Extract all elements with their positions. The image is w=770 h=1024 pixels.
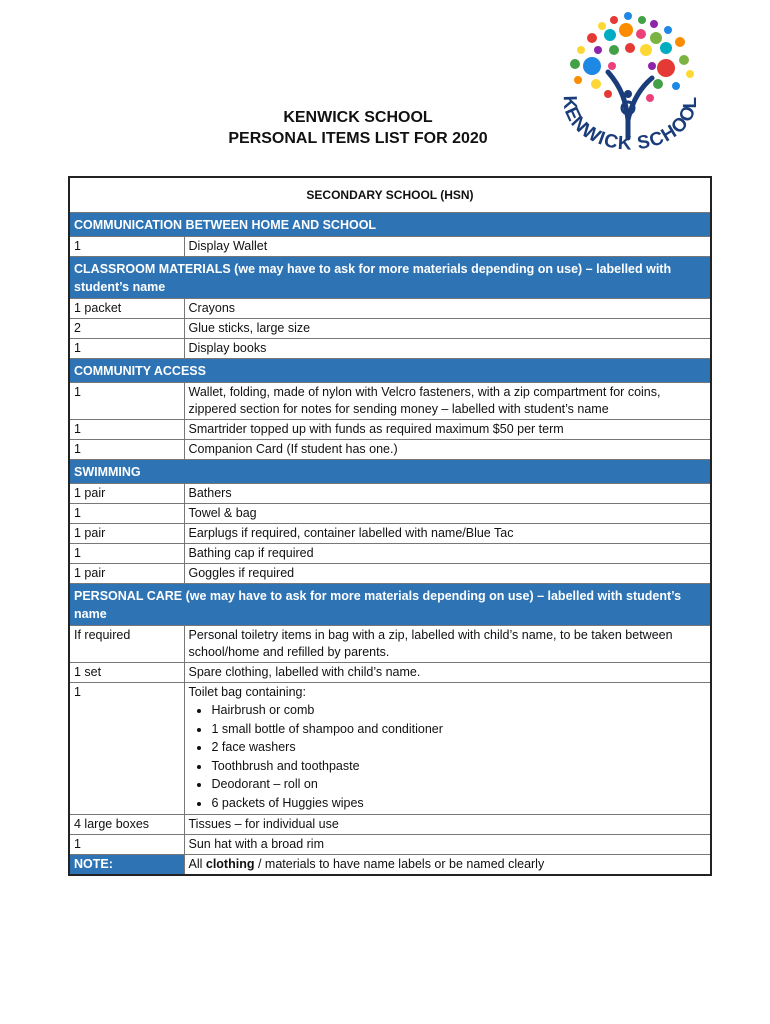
logo-dots <box>570 12 694 102</box>
kenwick-school-logo <box>548 8 708 160</box>
table-row <box>69 544 711 564</box>
section-heading: COMMUNICATION BETWEEN HOME AND SCHOOL <box>69 213 711 237</box>
quantity-cell: 1 <box>69 339 184 359</box>
bullet-item: • Toothbrush and toothpaste <box>211 757 707 776</box>
item-cell: Display books <box>184 339 711 359</box>
item-cell: Glue sticks, large size <box>184 319 711 339</box>
bullet-list <box>189 701 707 813</box>
quantity-cell: 1 pair <box>69 524 184 544</box>
item-cell: Bathers <box>184 484 711 504</box>
quantity-cell: 1 <box>69 683 184 815</box>
item-cell: Spare clothing, labelled with child’s name. <box>184 663 711 683</box>
section-heading-row <box>69 213 711 237</box>
logo-text: KENWICK SCHOOL <box>558 95 702 155</box>
quantity-cell: 1 <box>69 834 184 854</box>
item-cell: Goggles if required <box>184 564 711 584</box>
item-cell: Bathing cap if required <box>184 544 711 564</box>
bullet-item: • 6 packets of Huggies wipes <box>211 794 707 813</box>
table-row <box>69 299 711 319</box>
table-row <box>69 237 711 257</box>
note-text-after: / materials to have name labels or be named clearly <box>254 856 545 871</box>
document-title <box>150 107 566 149</box>
section-heading-row <box>69 584 711 626</box>
note-row <box>69 854 711 875</box>
section-heading-row <box>69 257 711 299</box>
title-line-1: KENWICK SCHOOL <box>283 109 433 126</box>
section-heading-row <box>69 359 711 383</box>
item-cell: Companion Card (If student has one.) <box>184 440 711 460</box>
note-label: NOTE: <box>69 854 184 875</box>
table-row <box>69 663 711 683</box>
quantity-cell: 1 pair <box>69 564 184 584</box>
quantity-cell: If required <box>69 626 184 663</box>
table-row <box>69 339 711 359</box>
section-heading: PERSONAL CARE (we may have to ask for more materials depending on use) – labelled with student’s name <box>69 584 711 626</box>
table-row <box>69 319 711 339</box>
table-row <box>69 814 711 834</box>
table-row <box>69 440 711 460</box>
note-text <box>184 854 711 875</box>
quantity-cell: 1 packet <box>69 299 184 319</box>
quantity-cell: 1 <box>69 420 184 440</box>
item-cell: Tissues – for individual use <box>184 814 711 834</box>
section-heading: COMMUNITY ACCESS <box>69 359 711 383</box>
section-heading: SWIMMING <box>69 460 711 484</box>
table-row <box>69 564 711 584</box>
item-cell: Earplugs if required, container labelled with name/Blue Tac <box>184 524 711 544</box>
item-cell: Towel & bag <box>184 504 711 524</box>
section-heading: CLASSROOM MATERIALS (we may have to ask for more materials depending on use) – labelled with student’s name <box>69 257 711 299</box>
quantity-cell: 2 <box>69 319 184 339</box>
item-cell: Wallet, folding, made of nylon with Velcro fasteners, with a zip compartment for coins, zippered section for notes for sending money – labelled with student’s name <box>184 383 711 420</box>
table-row <box>69 420 711 440</box>
table-row <box>69 484 711 504</box>
note-text-before: All <box>188 856 206 871</box>
item-cell: Smartrider topped up with funds as required maximum $50 per term <box>184 420 711 440</box>
title-line-2: PERSONAL ITEMS LIST FOR 2020 <box>228 130 488 147</box>
table-row <box>69 383 711 420</box>
logo-figure <box>608 72 652 138</box>
item-cell: Personal toiletry items in bag with a zip, labelled with child’s name, to be taken between school/home and refilled by parents. <box>184 626 711 663</box>
note-text-bold: clothing <box>205 856 255 871</box>
section-heading-row <box>69 460 711 484</box>
bullet-item: • Hairbrush or comb <box>211 701 707 720</box>
table-row <box>69 683 711 815</box>
item-text: Toilet bag containing: <box>188 685 306 699</box>
quantity-cell: 4 large boxes <box>69 814 184 834</box>
bullet-item: • 2 face washers <box>211 738 707 757</box>
quantity-cell: 1 set <box>69 663 184 683</box>
personal-items-table <box>68 176 712 876</box>
item-cell: Display Wallet <box>184 237 711 257</box>
item-cell: Crayons <box>184 299 711 319</box>
quantity-cell: 1 <box>69 440 184 460</box>
quantity-cell: 1 <box>69 504 184 524</box>
table-row <box>69 834 711 854</box>
quantity-cell: 1 <box>69 544 184 564</box>
table-row <box>69 504 711 524</box>
item-cell: Sun hat with a broad rim <box>184 834 711 854</box>
bullet-item: • 1 small bottle of shampoo and conditioner <box>211 720 707 739</box>
bullet-item: • Deodorant – roll on <box>211 775 707 794</box>
quantity-cell: 1 pair <box>69 484 184 504</box>
quantity-cell: 1 <box>69 383 184 420</box>
item-cell <box>184 683 711 815</box>
table-row <box>69 524 711 544</box>
quantity-cell: 1 <box>69 237 184 257</box>
table-row <box>69 626 711 663</box>
table-heading: SECONDARY SCHOOL (HSN) <box>69 177 711 213</box>
table-heading-row <box>69 177 711 213</box>
